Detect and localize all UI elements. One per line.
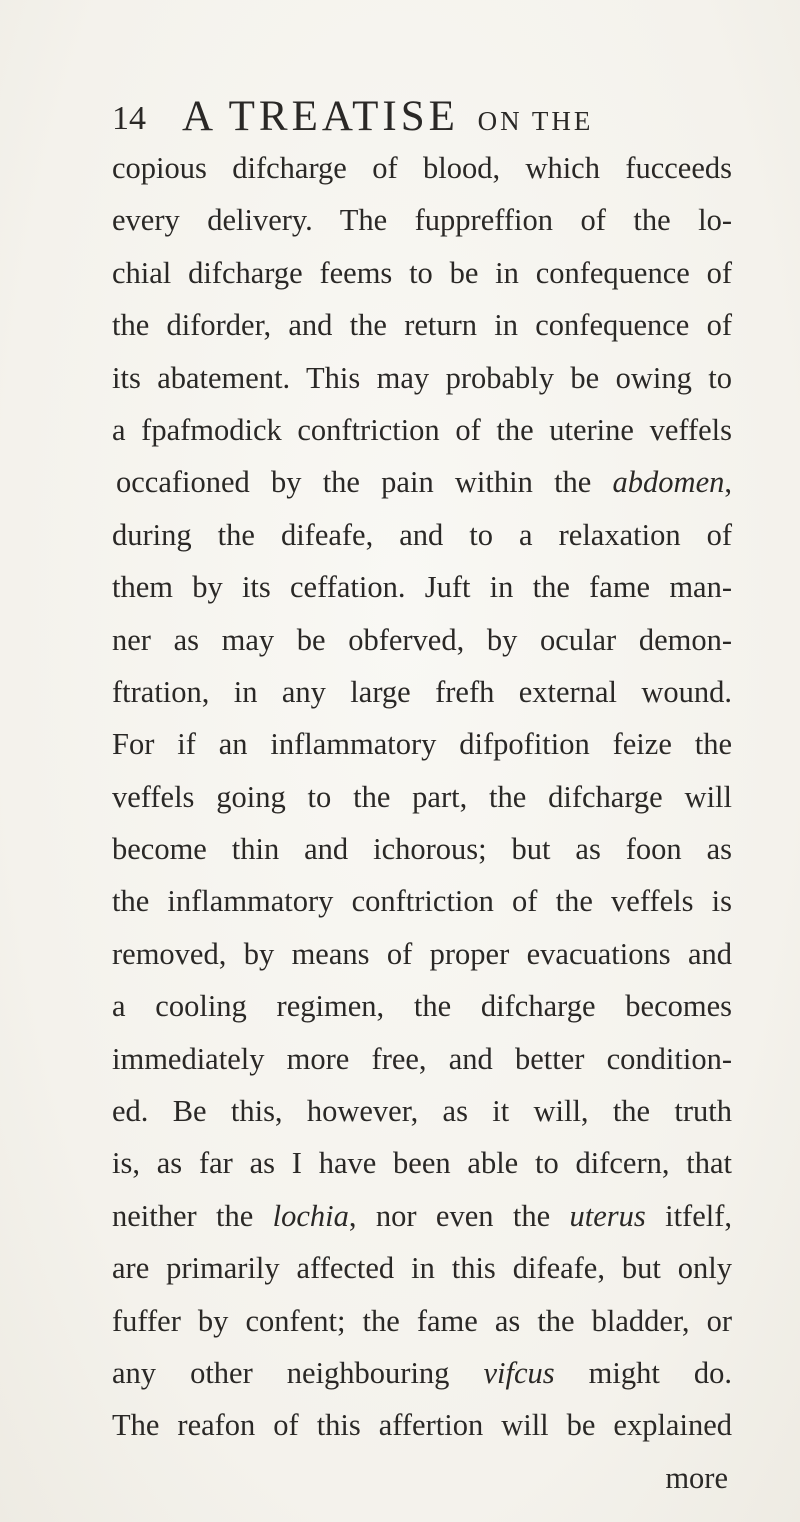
running-title [182, 92, 593, 141]
text-line: a fpafmodick conftriction of the uterine veffels [112, 412, 732, 447]
text-line: is, as far as I have been able to difcern, that [112, 1146, 732, 1181]
text-line: ftration, in any large frefh external wound. [112, 674, 732, 709]
text-line: veffels going to the part, the difcharge will [112, 779, 732, 814]
text-line: The reafon of this affertion will be explained [112, 1408, 732, 1443]
text-line: the inflammatory conftriction of the veffels is [112, 884, 732, 919]
italic-term-vifcus: vifcus [483, 1355, 555, 1390]
text-line: chial difcharge feems to be in confequence of [112, 255, 732, 290]
running-header [112, 92, 712, 142]
text-line: ed. Be this, however, as it will, the truth [112, 1094, 732, 1129]
text-line: are primarily affected in this difeafe, but only [112, 1251, 732, 1286]
page-number: 14 [112, 100, 146, 137]
italic-term-uterus: uterus [569, 1198, 646, 1233]
text-line: immediately more free, and better condition- [112, 1041, 732, 1076]
text-line: removed, by means of proper evacuations and [112, 936, 732, 971]
italic-term-abdomen: abdomen [612, 465, 725, 500]
text-line: every delivery. The fuppreffion of the lo- [112, 203, 732, 238]
text-line: ner as may be obferved, by ocular demon- [112, 622, 732, 657]
text-line: fuffer by confent; the fame as the bladder, or [112, 1303, 732, 1338]
running-title-small-caps: ON THE [477, 106, 594, 136]
text-line: a cooling regimen, the difcharge becomes [112, 989, 732, 1024]
text-line: during the difeafe, and to a relaxation of [112, 517, 732, 552]
text-line: become thin and ichorous; but as foon as [112, 832, 732, 867]
text-line: occafioned by the pain within the abdomen, [116, 465, 732, 500]
text-line: them by its ceffation. Juft in the fame man- [112, 570, 732, 605]
text-line: neither the lochia, nor even the uterus itfelf, [112, 1198, 732, 1233]
text-line: the diforder, and the return in confequence of [112, 308, 732, 343]
text-line: its abatement. This may probably be owing to [112, 360, 732, 395]
text-line: copious difcharge of blood, which fucceeds [112, 151, 732, 185]
running-title-main: A TREATISE [182, 93, 459, 140]
italic-term-lochia: lochia [272, 1198, 349, 1233]
text-line: any other neighbouring vifcus might do. [112, 1355, 732, 1390]
body-text [112, 142, 732, 1504]
catchword: more [665, 1460, 728, 1495]
text-line: For if an inflammatory difpofition feize the [112, 727, 732, 762]
